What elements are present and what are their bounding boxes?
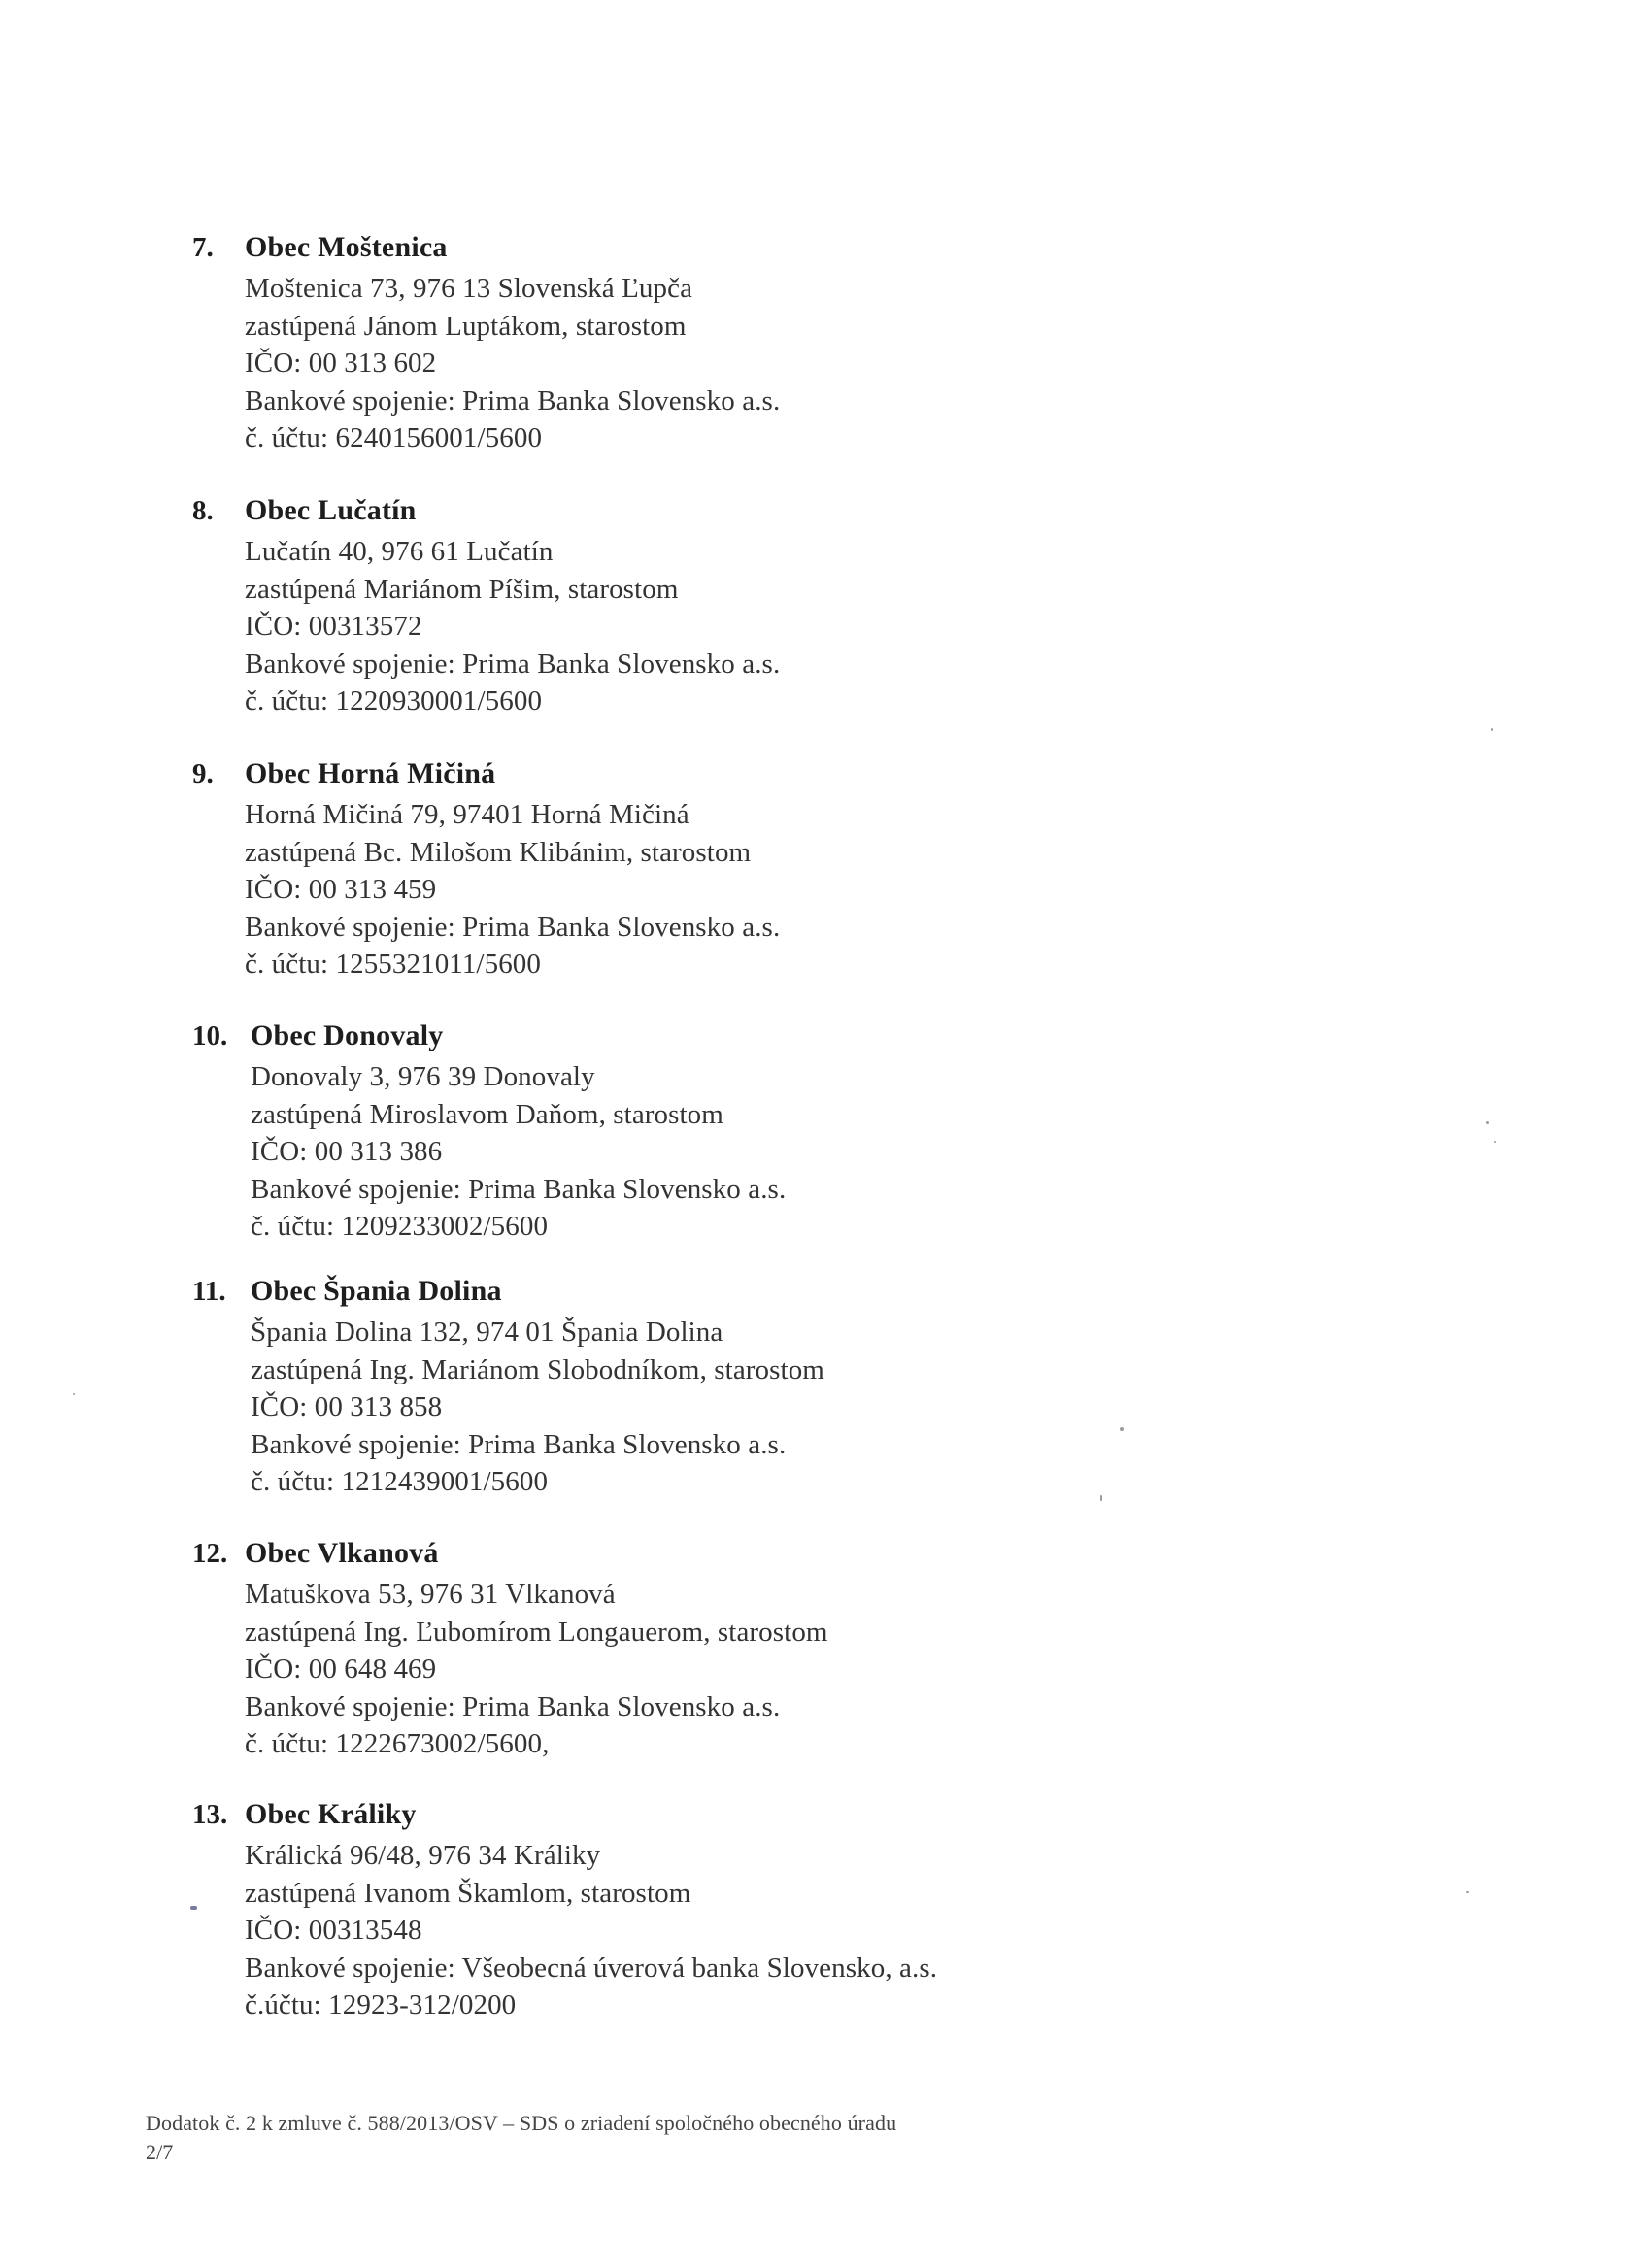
entry-ico: IČO: 00 313 459 xyxy=(245,874,437,905)
entry-address: Moštenica 73, 976 13 Slovenská Ľupča xyxy=(245,273,693,304)
entry-donovaly xyxy=(192,1019,1358,1246)
entry-number: 11. xyxy=(192,1276,226,1307)
entry-heading xyxy=(192,1019,1358,1058)
entry-address: Lučatín 40, 976 61 Lučatín xyxy=(245,536,554,567)
entry-heading xyxy=(192,1275,1358,1314)
entry-number: 7. xyxy=(192,232,214,263)
scan-speck xyxy=(1120,1427,1124,1431)
entry-lucatin xyxy=(192,494,1358,720)
entry-heading xyxy=(192,1537,1358,1576)
entry-bank: Bankové spojenie: Prima Banka Slovensko a.s. xyxy=(251,1173,787,1205)
entry-number: 8. xyxy=(192,495,214,526)
entry-account: č. účtu: 1255321011/5600 xyxy=(245,949,541,980)
entry-address: Špania Dolina 132, 974 01 Špania Dolina xyxy=(251,1317,723,1348)
entry-bank: Bankové spojenie: Prima Banka Slovensko a.s. xyxy=(245,648,781,680)
entry-spania-dolina xyxy=(192,1275,1358,1501)
entry-title: Obec Moštenica xyxy=(245,231,448,263)
entry-title: Obec Králiky xyxy=(245,1798,417,1830)
entry-ico: IČO: 00 648 469 xyxy=(245,1653,437,1684)
entry-representative: zastúpená Ing. Ľubomírom Longauerom, starostom xyxy=(245,1616,828,1648)
entry-bank: Bankové spojenie: Prima Banka Slovensko a.s. xyxy=(245,1690,781,1722)
entry-number: 12. xyxy=(192,1538,228,1569)
entry-body xyxy=(192,1314,1358,1501)
scan-speck xyxy=(1494,1141,1496,1143)
entry-body xyxy=(192,533,1358,720)
scan-speck xyxy=(1486,1121,1489,1124)
entry-vlkanova xyxy=(192,1537,1358,1763)
entry-title: Obec Donovaly xyxy=(251,1019,444,1051)
entry-address: Donovaly 3, 976 39 Donovaly xyxy=(251,1061,595,1092)
entry-bank: Bankové spojenie: Všeobecná úverová banka Slovensko, a.s. xyxy=(245,1951,938,1984)
entry-number: 10. xyxy=(192,1020,228,1051)
entry-bank: Bankové spojenie: Prima Banka Slovensko a.s. xyxy=(251,1428,787,1460)
entry-representative: zastúpená Ivanom Škamlom, starostom xyxy=(245,1877,691,1909)
entry-account: č.účtu: 12923-312/0200 xyxy=(245,1989,517,2020)
entry-address: Králická 96/48, 976 34 Králiky xyxy=(245,1840,601,1871)
scan-speck xyxy=(1100,1495,1102,1501)
entry-title: Obec Špania Dolina xyxy=(251,1275,502,1307)
entry-heading xyxy=(192,231,1358,270)
entry-heading xyxy=(192,757,1358,796)
entry-horna-micina xyxy=(192,757,1358,984)
scan-speck xyxy=(190,1906,197,1910)
entry-address: Matuškova 53, 976 31 Vlkanová xyxy=(245,1579,616,1610)
entry-ico: IČO: 00313572 xyxy=(245,611,422,642)
footer-document-reference: Dodatok č. 2 k zmluve č. 588/2013/OSV – SDS o zriadení spoločného obecného úradu xyxy=(146,2111,897,2135)
entry-body xyxy=(192,1837,1358,2024)
entry-ico: IČO: 00313548 xyxy=(245,1915,422,1946)
entry-number: 9. xyxy=(192,758,214,789)
entry-account: č. účtu: 1220930001/5600 xyxy=(245,685,543,717)
entry-address: Horná Mičiná 79, 97401 Horná Mičiná xyxy=(245,799,689,830)
entry-title: Obec Lučatín xyxy=(245,494,417,526)
footer-page-number: 2/7 xyxy=(146,2140,174,2164)
entry-account: č. účtu: 1222673002/5600, xyxy=(245,1728,550,1759)
scan-speck xyxy=(1466,1891,1469,1893)
entry-title: Obec Horná Mičiná xyxy=(245,757,496,789)
entry-account: č. účtu: 6240156001/5600 xyxy=(245,422,543,453)
entry-body xyxy=(192,270,1358,457)
entry-heading xyxy=(192,494,1358,533)
page-footer xyxy=(146,2109,896,2167)
entry-body xyxy=(192,1058,1358,1246)
entry-body xyxy=(192,796,1358,984)
scan-speck xyxy=(1491,728,1493,731)
entry-bank: Bankové spojenie: Prima Banka Slovensko a.s. xyxy=(245,384,781,417)
entry-representative: zastúpená Bc. Milošom Klibánim, starostom xyxy=(245,836,752,868)
entry-number: 13. xyxy=(192,1799,228,1830)
entry-account: č. účtu: 1212439001/5600 xyxy=(251,1466,549,1497)
entry-account: č. účtu: 1209233002/5600 xyxy=(251,1211,549,1242)
entry-mostenica xyxy=(192,231,1358,457)
entry-representative: zastúpená Jánom Luptákom, starostom xyxy=(245,310,687,342)
entry-representative: zastúpená Mariánom Píšim, starostom xyxy=(245,573,679,605)
entry-heading xyxy=(192,1798,1358,1837)
entry-ico: IČO: 00 313 602 xyxy=(245,348,437,379)
entry-representative: zastúpená Miroslavom Daňom, starostom xyxy=(251,1098,723,1130)
entry-ico: IČO: 00 313 386 xyxy=(251,1136,443,1167)
entry-bank: Bankové spojenie: Prima Banka Slovensko a.s. xyxy=(245,911,781,943)
scan-speck xyxy=(73,1393,75,1395)
entry-kraliky xyxy=(192,1798,1358,2024)
entry-ico: IČO: 00 313 858 xyxy=(251,1391,443,1422)
entry-body xyxy=(192,1576,1358,1763)
entry-title: Obec Vlkanová xyxy=(245,1537,439,1569)
entry-representative: zastúpená Ing. Mariánom Slobodníkom, starostom xyxy=(251,1353,824,1385)
